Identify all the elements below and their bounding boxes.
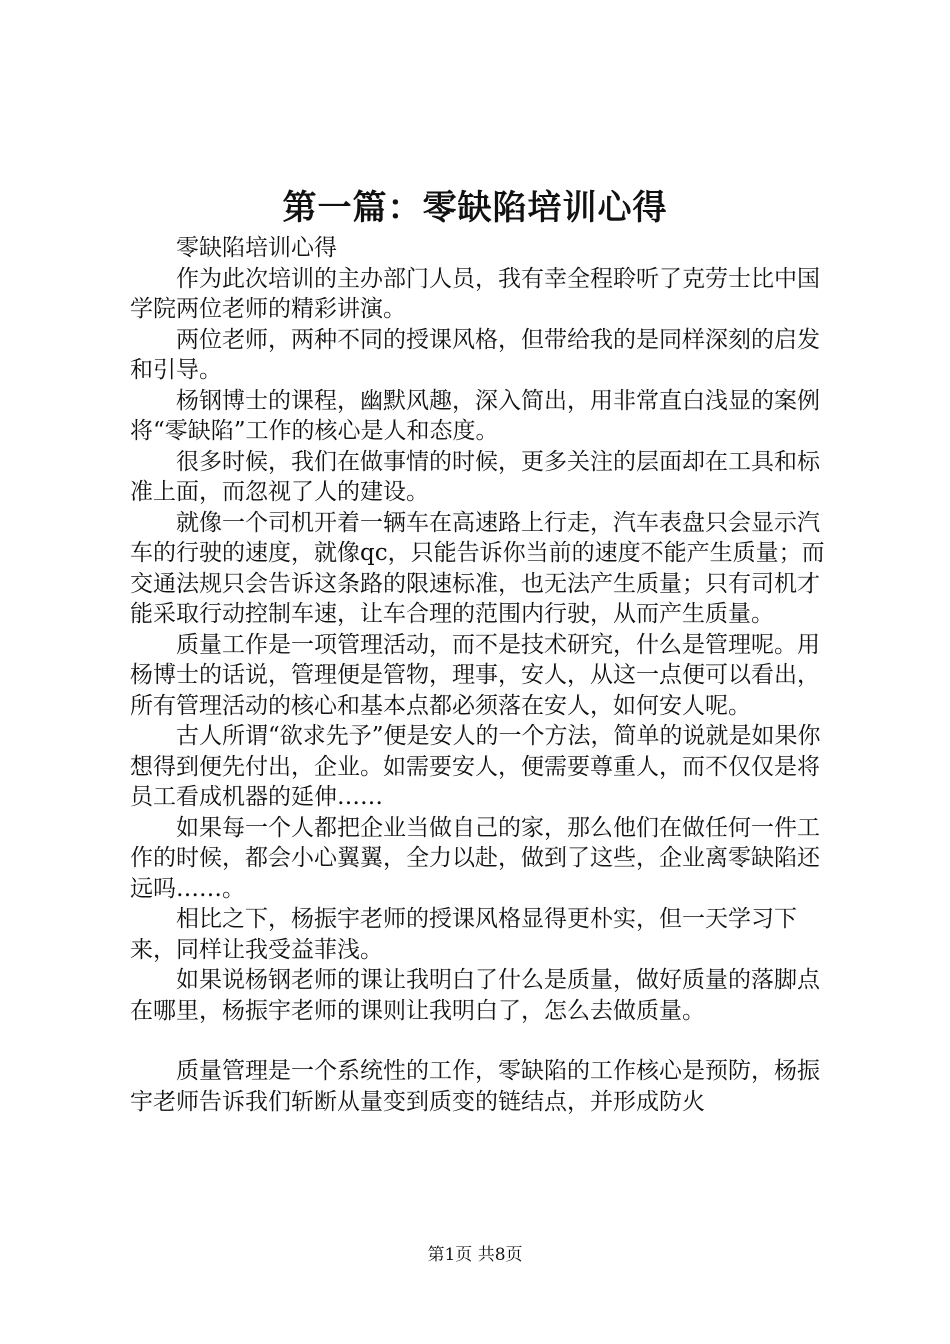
paragraph: 作为此次培训的主办部门人员，我有幸全程聆听了克劳士比中国学院两位老师的精彩讲演。 <box>130 265 820 322</box>
paragraph: 两位老师，两种不同的授课风格，但带给我的是同样深刻的启发和引导。 <box>130 326 820 383</box>
paragraph: 质量工作是一项管理活动，而不是技术研究，什么是管理呢。用杨博士的话说，管理便是管物，理事，安人，从这一点便可以看出，所有管理活动的核心和基本点都必须落在安人，如何安人呢。 <box>130 631 820 719</box>
paragraph: 相比之下，杨振宇老师的授课风格显得更朴实，但一天学习下来，同样让我受益菲浅。 <box>130 906 797 963</box>
paragraph: 很多时候，我们在做事情的时候，更多关注的层面却在工具和标准上面，而忽视了人的建设。 <box>130 448 820 505</box>
paragraph: 如果说杨钢老师的课让我明白了什么是质量，做好质量的落脚点在哪里，杨振宇老师的课则让我明白了，怎么去做质量。 <box>130 967 820 1024</box>
paragraph: 质量管理是一个系统性的工作，零缺陷的工作核心是预防，杨振宇老师告诉我们斩断从量变到质变的链结点，并形成防火 <box>130 1058 820 1115</box>
paragraph: 零缺陷培训心得 <box>176 235 337 261</box>
page-footer: 第1页 共8页 <box>427 1245 523 1265</box>
paragraph: 就像一个司机开着一辆车在高速路上行走，汽车表盘只会显示汽车的行驶的速度，就像qc，只能告诉你当前的速度不能产生质量；而交通法规只会告诉这条路的限速标准，也无法产生质量；只有司机才能采取行动控制车速，让车合理的范围内行驶，从而产生质量。 <box>130 509 825 627</box>
paragraph: 古人所谓“欲求先予”便是安人的一个方法，简单的说就是如果你想得到便先付出，企业。如需要安人，便需要尊重人，而不仅仅是将员工看成机器的延伸…… <box>130 723 821 810</box>
paragraph: 杨钢博士的课程，幽默风趣，深入简出，用非常直白浅显的案例将“零缺陷”工作的核心是人和态度。 <box>130 387 820 444</box>
document-body <box>130 233 836 1117</box>
document-title: 第一篇：零缺陷培训心得 <box>282 188 668 228</box>
paragraph: 如果每一个人都把企业当做自己的家，那么他们在做任何一件工作的时候，都会小心翼翼，全力以赴，做到了这些，企业离零缺陷还远吗……。 <box>130 814 820 902</box>
